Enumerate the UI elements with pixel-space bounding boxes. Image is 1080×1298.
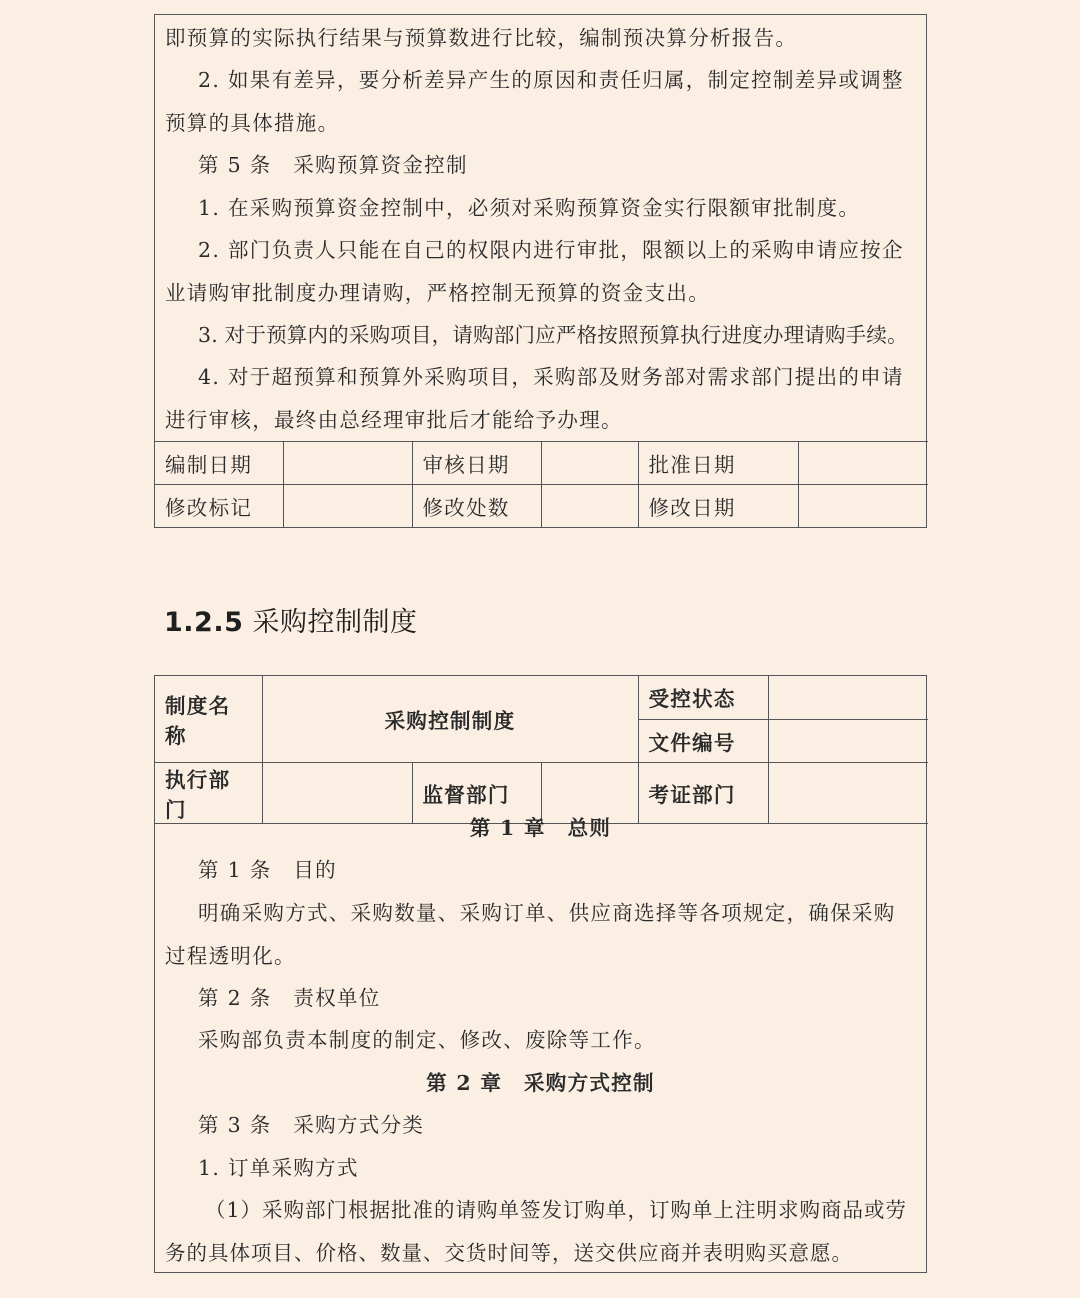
section-heading bbox=[164, 600, 417, 639]
chapter-heading: 第 1 章 总则 bbox=[469, 816, 612, 840]
doc-number-value bbox=[768, 719, 928, 762]
text-paragraph: 1. 在采购预算资金控制中，必须对采购预算资金实行限额审批制度。 bbox=[198, 196, 861, 220]
revision-date-label: 修改日期 bbox=[638, 485, 798, 528]
policy-name-value: 采购控制制度 bbox=[262, 676, 638, 762]
review-date-label: 审核日期 bbox=[412, 442, 541, 485]
policy-table-budget bbox=[154, 14, 927, 528]
text-paragraph: （1）采购部门根据批准的请购单签发订购单，订购单上注明求购商品或劳务的具体项目、价格、数量、交货时间等，送交供应商并表明购买意愿。 bbox=[165, 1198, 908, 1265]
text-paragraph: 2. 如果有差异，要分析差异产生的原因和责任归属，制定控制差异或调整预算的具体措施。 bbox=[165, 68, 904, 135]
section-title: 采购控制制度 bbox=[252, 607, 418, 638]
policy-name-label: 制度名称 bbox=[155, 676, 262, 762]
control-status-label: 受控状态 bbox=[638, 676, 768, 719]
compile-date-value bbox=[283, 442, 412, 485]
text-paragraph: 明确采购方式、采购数量、采购订单、供应商选择等各项规定，确保采购过程透明化。 bbox=[165, 901, 896, 968]
article-heading: 第 2 条 责权单位 bbox=[198, 986, 381, 1010]
section-number: 1.2.5 bbox=[164, 607, 244, 638]
text-paragraph: 1. 订单采购方式 bbox=[198, 1156, 359, 1180]
policy-table-purchase-control bbox=[154, 675, 927, 1273]
text-line: 即预算的实际执行结果与预算数进行比较，编制预决算分析报告。 bbox=[165, 26, 798, 50]
review-date-value bbox=[541, 442, 638, 485]
approve-date-value bbox=[798, 442, 928, 485]
revision-date-value bbox=[798, 485, 928, 528]
text-paragraph: 2. 部门负责人只能在自己的权限内进行审批，限额以上的采购申请应按企业请购审批制度办理请购，严格控制无预算的资金支出。 bbox=[165, 238, 904, 305]
article-heading: 第 3 条 采购方式分类 bbox=[198, 1113, 425, 1137]
revision-mark-value bbox=[283, 485, 412, 528]
doc-number-label: 文件编号 bbox=[638, 719, 768, 762]
revision-mark-label: 修改标记 bbox=[155, 485, 283, 528]
article-heading: 第 5 条 采购预算资金控制 bbox=[198, 153, 468, 177]
approve-date-label: 批准日期 bbox=[638, 442, 798, 485]
revision-count-label: 修改处数 bbox=[412, 485, 541, 528]
verify-dept-label: 考证部门 bbox=[638, 762, 768, 823]
revision-footer-table bbox=[155, 441, 928, 528]
text-paragraph: 采购部负责本制度的制定、修改、废除等工作。 bbox=[198, 1028, 656, 1052]
control-status-value bbox=[768, 676, 928, 719]
article-heading: 第 1 条 目的 bbox=[198, 858, 337, 882]
policy-header-table bbox=[155, 676, 928, 824]
exec-dept-label: 执行部门 bbox=[155, 762, 262, 823]
revision-count-value bbox=[541, 485, 638, 528]
text-paragraph: 3. 对于预算内的采购项目，请购部门应严格按照预算执行进度办理请购手续。 bbox=[198, 323, 908, 347]
supervise-dept-label: 监督部门 bbox=[412, 762, 541, 823]
text-paragraph: 4. 对于超预算和预算外采购项目，采购部及财务部对需求部门提出的申请进行审核，最终由总经理审批后才能给予办理。 bbox=[165, 365, 904, 432]
chapter-heading: 第 2 章 采购方式控制 bbox=[426, 1071, 655, 1095]
compile-date-label: 编制日期 bbox=[155, 442, 283, 485]
